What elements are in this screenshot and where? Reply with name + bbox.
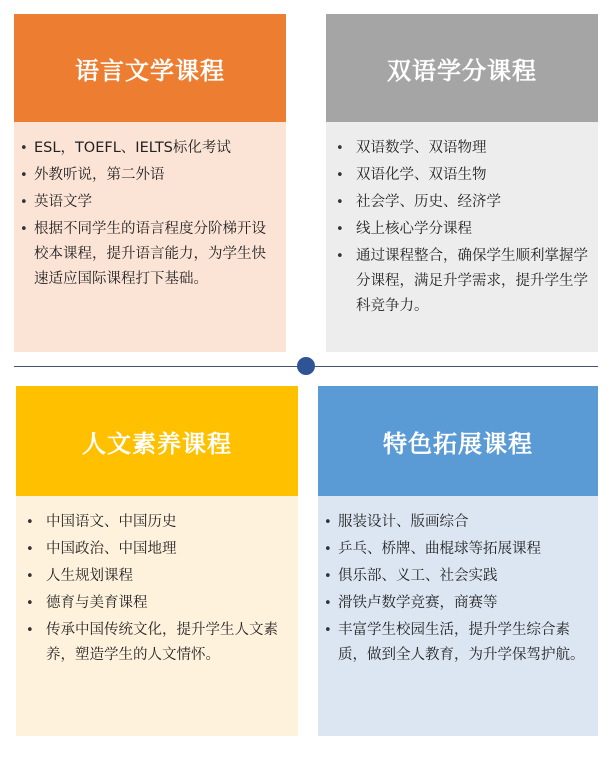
card-bilingual-list	[332, 136, 592, 319]
list-item-text: 中国政治、中国地理	[46, 541, 177, 557]
list-item	[20, 163, 278, 188]
list-item	[324, 618, 594, 668]
list-item-text: 乒乓、桥牌、曲棍球等拓展课程	[338, 541, 541, 557]
list-item-text: 英语文学	[34, 194, 92, 210]
bullet-icon: •	[324, 596, 332, 611]
bullet-icon: •	[324, 569, 332, 584]
card-language-body	[14, 122, 286, 352]
list-item-text: 外教听说，第二外语	[34, 167, 165, 183]
list-item-text: 通过课程整合，确保学生顺利掌握学分课程，满足升学需求，提升学生学科竞争力。	[356, 248, 588, 314]
list-item-text: 俱乐部、义工、社会实践	[338, 568, 498, 584]
list-item	[22, 618, 292, 668]
list-item-text: 双语数学、双语物理	[356, 140, 487, 156]
bullet-icon: •	[324, 542, 332, 557]
card-special-extension	[318, 386, 598, 736]
list-item	[324, 537, 594, 562]
list-item-text: 根据不同学生的语言程度分阶梯开设校本课程，提升语言能力，为学生快速适应国际课程打下基础。	[34, 221, 266, 287]
list-item	[332, 190, 592, 215]
bullet-icon: •	[336, 168, 344, 183]
card-humanities-title: 人文素养课程	[82, 429, 232, 458]
list-item	[324, 564, 594, 589]
list-item	[22, 510, 292, 535]
card-special-title: 特色拓展课程	[383, 429, 533, 458]
card-humanities-body	[16, 496, 298, 736]
list-item-text: 服装设计、版画综合	[338, 514, 469, 530]
card-bilingual-body	[326, 122, 598, 352]
bullet-icon: •	[336, 222, 344, 237]
bullet-icon: •	[20, 195, 28, 210]
list-item-text: 传承中国传统文化，提升学生人文素养，塑造学生的人文情怀。	[46, 622, 278, 663]
list-item	[22, 537, 292, 562]
bullet-icon: •	[26, 623, 34, 638]
card-bilingual-title: 双语学分课程	[387, 56, 537, 85]
list-item	[22, 591, 292, 616]
bullet-icon: •	[336, 141, 344, 156]
list-item-text: 滑铁卢数学竞赛，商赛等	[338, 595, 498, 611]
list-item	[20, 136, 278, 161]
card-language-list	[20, 136, 278, 292]
bullet-icon: •	[324, 515, 332, 530]
list-item-text: 双语化学、双语生物	[356, 167, 487, 183]
card-language-title: 语言文学课程	[75, 56, 225, 85]
bullet-icon: •	[26, 569, 34, 584]
list-item-text: 线上核心学分课程	[356, 221, 472, 237]
list-item	[332, 244, 592, 319]
list-item	[332, 163, 592, 188]
list-item	[324, 591, 594, 616]
card-language-header	[14, 14, 286, 122]
list-item	[332, 136, 592, 161]
list-item	[20, 190, 278, 215]
bullet-icon: •	[26, 596, 34, 611]
card-special-list	[324, 510, 594, 668]
card-bilingual-header	[326, 14, 598, 122]
bullet-icon: •	[336, 249, 344, 264]
bullet-icon: •	[20, 141, 28, 156]
list-item-text: ESL，TOEFL、IELTS标化考试	[34, 140, 231, 156]
list-item	[22, 564, 292, 589]
card-special-header	[318, 386, 598, 496]
card-bilingual-credit	[326, 14, 598, 352]
card-humanities	[16, 386, 298, 736]
list-item	[332, 217, 592, 242]
list-item	[20, 217, 278, 292]
list-item-text: 丰富学生校园生活，提升学生综合素质，做到全人教育，为升学保驾护航。	[338, 622, 585, 663]
bullet-icon: •	[324, 623, 332, 638]
bullet-icon: •	[26, 515, 34, 530]
card-humanities-list	[22, 510, 292, 668]
list-item	[324, 510, 594, 535]
list-item-text: 德育与美育课程	[46, 595, 148, 611]
bullet-icon: •	[26, 542, 34, 557]
list-item-text: 人生规划课程	[46, 568, 133, 584]
card-humanities-header	[16, 386, 298, 496]
list-item-text: 社会学、历史、经济学	[356, 194, 501, 210]
card-language-literature	[14, 14, 286, 352]
list-item-text: 中国语文、中国历史	[46, 514, 177, 530]
card-special-body	[318, 496, 598, 736]
bullet-icon: •	[336, 195, 344, 210]
bullet-icon: •	[20, 168, 28, 183]
divider-dot-icon	[297, 357, 315, 375]
bullet-icon: •	[20, 222, 28, 237]
